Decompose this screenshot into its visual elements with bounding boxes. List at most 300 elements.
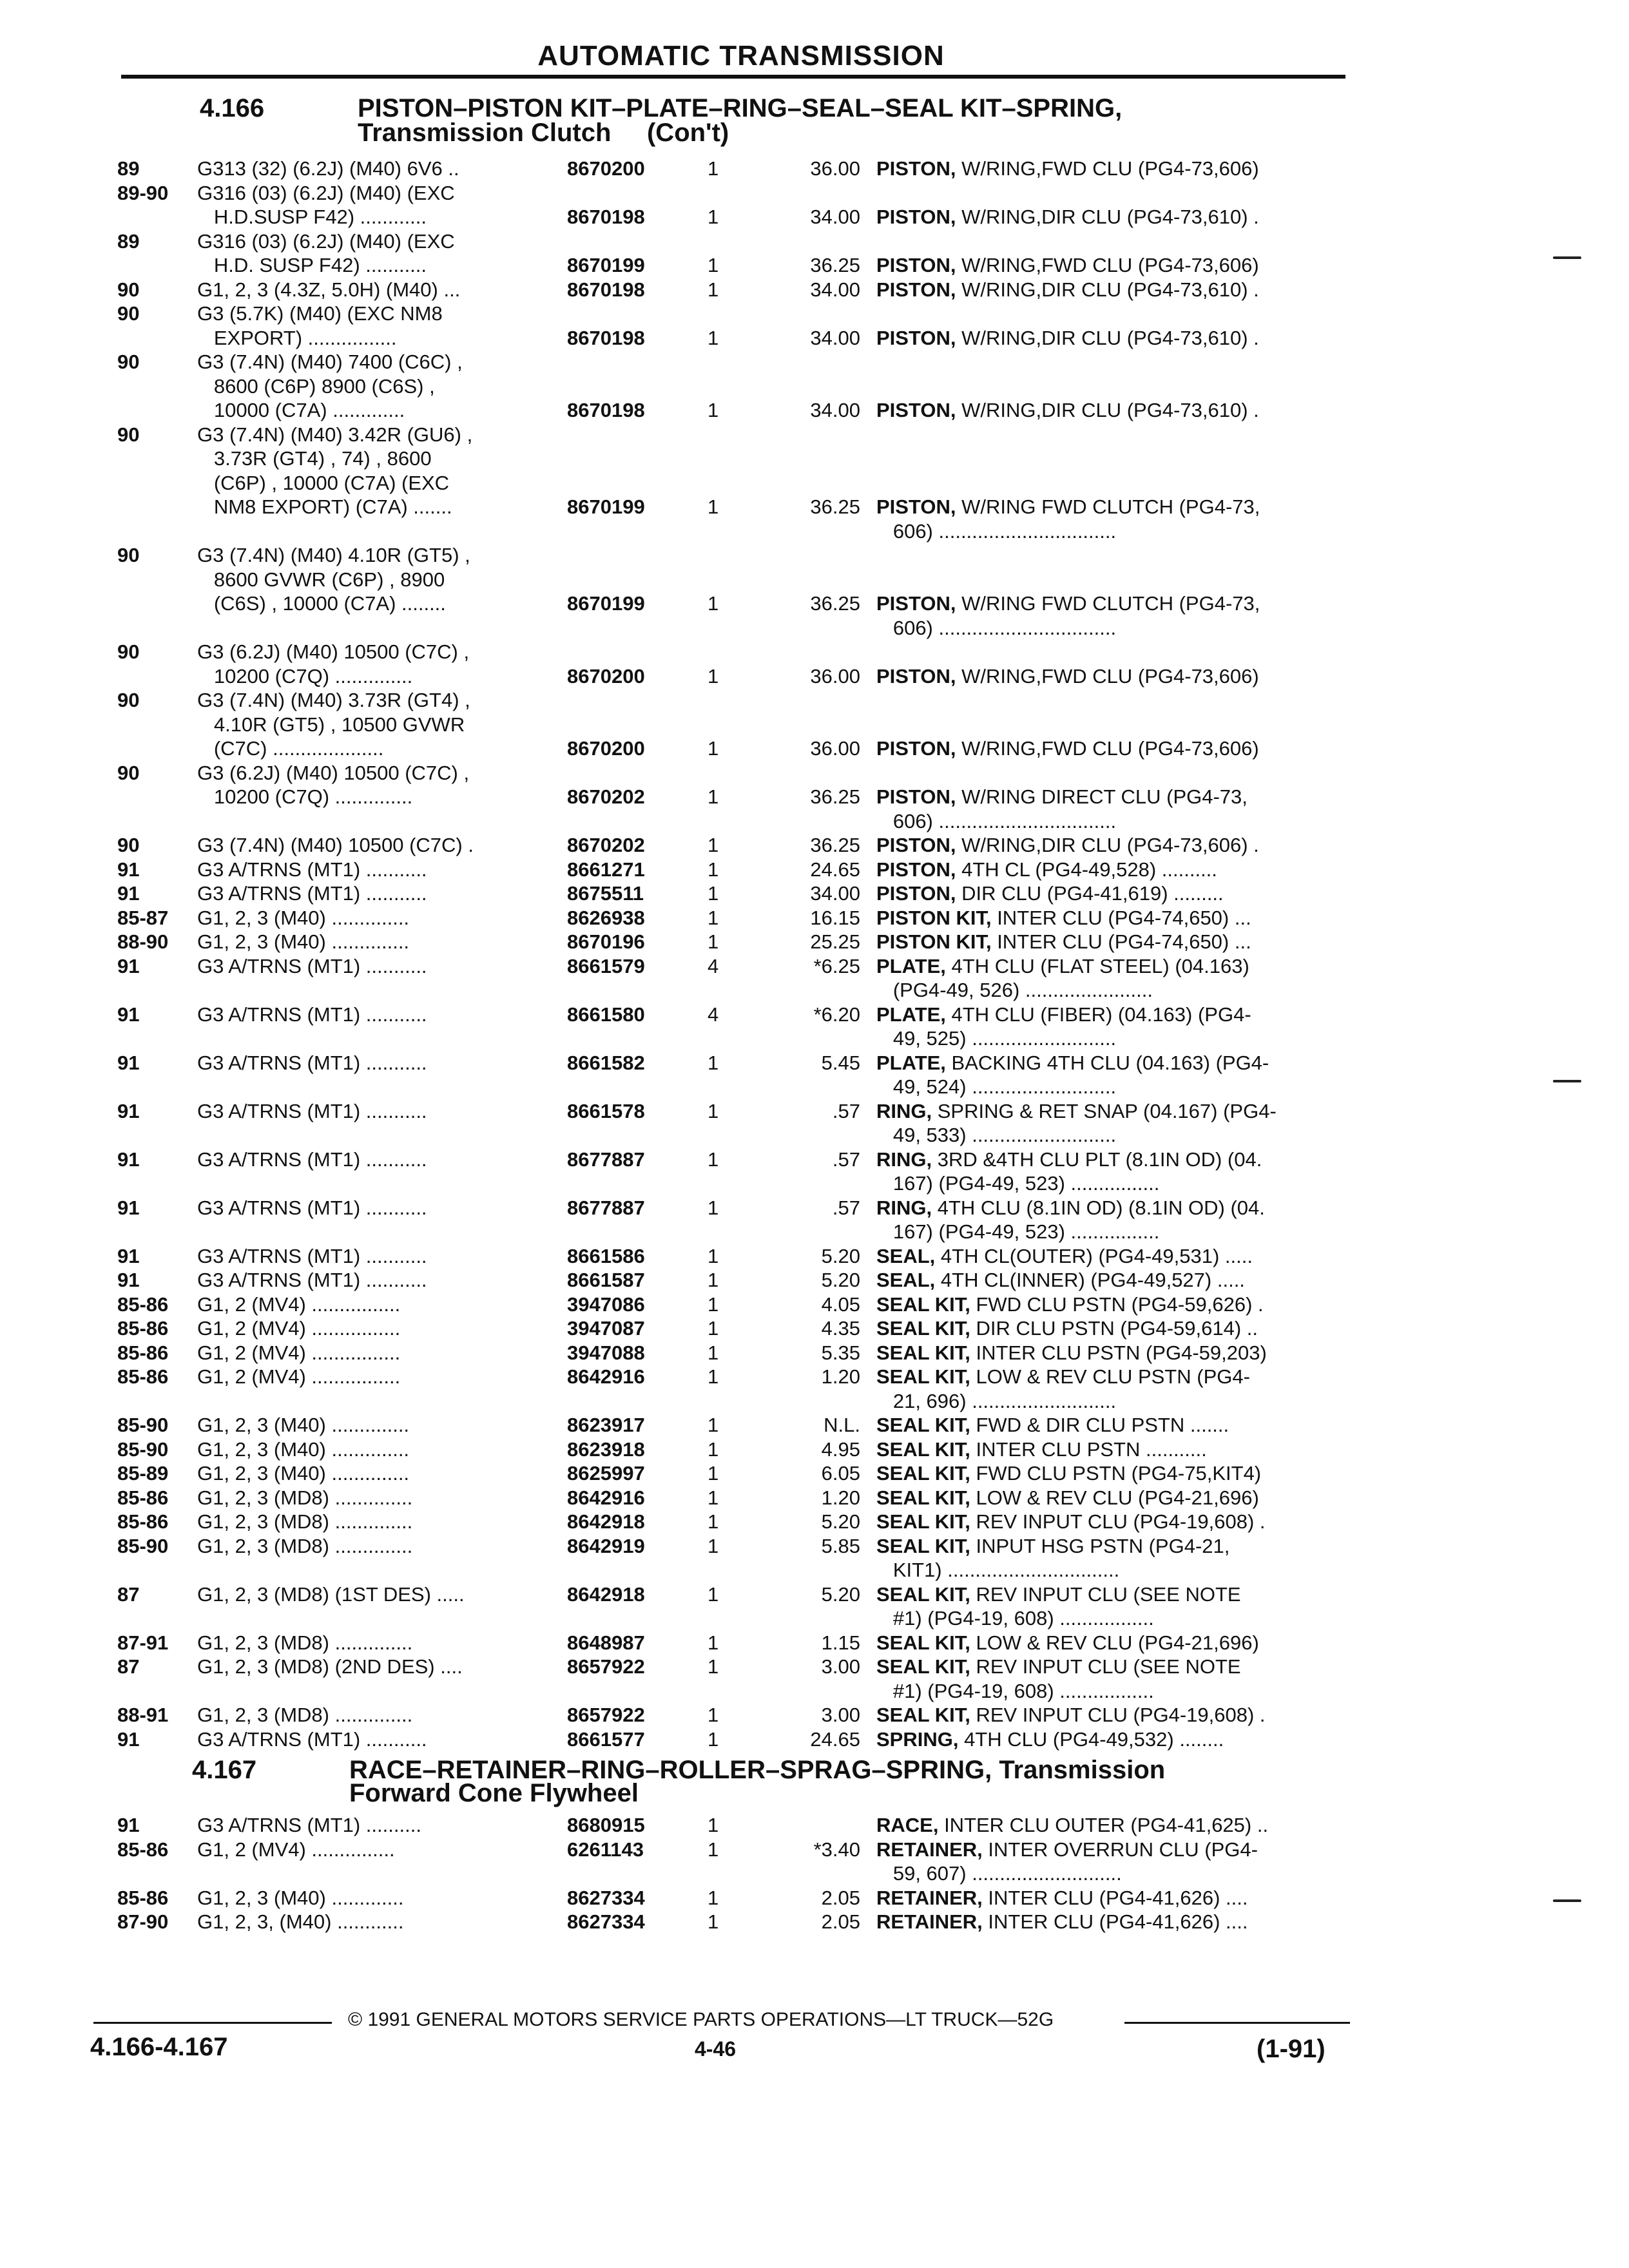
model-years: 89 — [117, 229, 140, 253]
footer-date-code: (1-91) — [1257, 2035, 1325, 2063]
part-detail-cont: 59, 607) ........................... — [876, 1862, 1122, 1885]
part-detail: 4TH CLU (8.1IN OD) (8.1IN OD) (04. — [932, 1196, 1265, 1219]
part-detail: SPRING & RET SNAP (04.167) (PG4- — [932, 1099, 1277, 1122]
part-description — [876, 1365, 1250, 1389]
model-years: 91 — [117, 1269, 140, 1291]
quantity: 1 — [708, 930, 719, 953]
part-description — [876, 1814, 1268, 1837]
footer-rule-left — [93, 2022, 332, 2024]
part-description — [876, 1196, 1265, 1220]
quantity: 1 — [708, 1655, 719, 1678]
price: 1.15 — [821, 1631, 860, 1654]
quantity: 1 — [708, 1437, 719, 1461]
part-type: PLATE, — [876, 954, 946, 977]
price: 1.20 — [821, 1486, 860, 1509]
part-description — [876, 1414, 1229, 1437]
application: G3 A/TRNS (MT1) ........... — [197, 1051, 427, 1074]
part-number: 8670198 — [567, 399, 645, 421]
application: G3 A/TRNS (MT1) ........... — [197, 1003, 427, 1026]
application: G1, 2, 3 (MD8) .............. — [197, 1486, 413, 1509]
application: 10200 (C7Q) .............. — [197, 785, 413, 808]
part-description — [876, 665, 1259, 688]
part-description — [876, 1269, 1245, 1292]
price: 1.20 — [821, 1365, 860, 1388]
model-years: 90 — [117, 640, 140, 663]
part-type: PISTON, — [876, 785, 956, 808]
model-years: 90 — [117, 302, 140, 325]
price: 5.85 — [821, 1534, 860, 1557]
application: G1, 2, 3 (MD8) .............. — [197, 1704, 413, 1726]
quantity: 1 — [708, 1486, 719, 1509]
part-type: SEAL, — [876, 1269, 936, 1291]
application: G316 (03) (6.2J) (M40) (EXC — [197, 181, 455, 204]
part-detail: 4TH CL(OUTER) (PG4-49,531) ..... — [935, 1244, 1253, 1267]
part-type: PISTON, — [876, 254, 956, 276]
model-years: 91 — [117, 1196, 140, 1219]
application: G3 (7.4N) (M40) 3.42R (GU6) , — [197, 423, 473, 446]
part-description — [876, 1510, 1266, 1533]
part-type: SEAL KIT, — [876, 1341, 970, 1364]
part-detail: REV INPUT CLU (PG4-19,608) . — [970, 1510, 1266, 1533]
quantity: 1 — [708, 278, 719, 301]
application: G1, 2 (MV4) ................ — [197, 1365, 401, 1388]
part-description — [876, 955, 1249, 978]
model-years: 90 — [117, 423, 140, 446]
price: 16.15 — [810, 906, 860, 929]
part-detail: LOW & REV CLU (PG4-21,696) — [970, 1486, 1259, 1509]
application: NM8 EXPORT) (C7A) ....... — [197, 495, 452, 518]
model-years: 91 — [117, 1003, 140, 1026]
application: G1, 2, 3 (MD8) (1ST DES) ..... — [197, 1582, 465, 1606]
part-type: RETAINER, — [876, 1910, 983, 1933]
part-description — [876, 1052, 1269, 1075]
model-years: 85-90 — [117, 1414, 169, 1436]
model-years: 90 — [117, 834, 140, 856]
part-detail: INTER CLU (PG4-41,626) .... — [982, 1910, 1248, 1933]
price: 36.25 — [810, 834, 860, 856]
part-number: 8670199 — [567, 254, 645, 276]
quantity: 1 — [708, 1704, 719, 1726]
application: G1, 2 (MV4) ................ — [197, 1317, 401, 1340]
part-number: 8670199 — [567, 495, 645, 518]
part-detail: INTER CLU (PG4-41,626) .... — [982, 1886, 1248, 1909]
part-type: RING, — [876, 1099, 932, 1122]
application: G1, 2, 3 (MD8) .............. — [197, 1534, 413, 1557]
price: 36.25 — [810, 785, 860, 808]
part-detail: DIR CLU (PG4-41,619) ......... — [956, 882, 1224, 905]
section-number: 4.167 — [192, 1756, 257, 1784]
part-detail: W/RING,DIR CLU (PG4-73,606) . — [956, 834, 1259, 856]
quantity: 1 — [708, 1510, 719, 1533]
part-description — [876, 1838, 1258, 1861]
model-years: 91 — [117, 882, 140, 905]
part-number: 8642916 — [567, 1486, 645, 1509]
quantity: 1 — [708, 1910, 719, 1933]
price: 25.25 — [810, 930, 860, 953]
part-number: 8670198 — [567, 326, 645, 349]
part-detail: DIR CLU PSTN (PG4-59,614) .. — [970, 1317, 1258, 1340]
application: 8600 GVWR (C6P) , 8900 — [197, 568, 445, 591]
part-detail: W/RING,FWD CLU (PG4-73,606) — [956, 664, 1259, 687]
section-title: RACE–RETAINER–RING–ROLLER–SPRAG–SPRING, Transmission — [349, 1756, 1166, 1784]
section-subtitle: Forward Cone Flywheel — [349, 1779, 639, 1807]
part-number: 8661579 — [567, 954, 645, 977]
part-detail-cont: 606) ................................ — [876, 616, 1117, 639]
part-type: PISTON, — [876, 834, 956, 856]
part-number: 8642918 — [567, 1582, 645, 1606]
application: 3.73R (GT4) , 74) , 8600 — [197, 447, 432, 470]
application: G1, 2, 3 (MD8) .............. — [197, 1631, 413, 1654]
application: G1, 2, 3 (M40) .............. — [197, 930, 410, 953]
application: G1, 2, 3, (M40) ............ — [197, 1910, 404, 1933]
price: 4.35 — [821, 1317, 860, 1340]
part-number: 8661577 — [567, 1727, 645, 1751]
part-detail-cont: 606) ................................ — [876, 809, 1117, 832]
price: 3.00 — [821, 1655, 860, 1678]
part-description — [876, 1100, 1277, 1123]
part-detail-cont: 49, 524) .......................... — [876, 1075, 1117, 1098]
quantity: 1 — [708, 399, 719, 421]
price: *3.40 — [813, 1838, 860, 1861]
model-years: 85-86 — [117, 1886, 169, 1909]
model-years: 91 — [117, 1051, 140, 1074]
model-years: 87-90 — [117, 1910, 169, 1933]
quantity: 1 — [708, 1727, 719, 1751]
part-number: 8661587 — [567, 1269, 645, 1291]
part-type: SEAL, — [876, 1244, 936, 1267]
part-number: 8627334 — [567, 1886, 645, 1909]
part-number: 8648987 — [567, 1631, 645, 1654]
part-detail: FWD CLU PSTN (PG4-59,626) . — [970, 1293, 1264, 1316]
quantity: 1 — [708, 1414, 719, 1436]
price: N.L. — [824, 1414, 860, 1436]
price: 36.25 — [810, 254, 860, 276]
model-years: 90 — [117, 689, 140, 711]
part-detail: W/RING,DIR CLU (PG4-73,610) . — [956, 278, 1259, 301]
model-years: 85-86 — [117, 1293, 169, 1316]
quantity: 1 — [708, 1534, 719, 1557]
part-description — [876, 1887, 1248, 1910]
part-detail: LOW & REV CLU (PG4-21,696) — [970, 1631, 1259, 1654]
quantity: 1 — [708, 1196, 719, 1219]
part-type: RING, — [876, 1196, 932, 1219]
application: 4.10R (GT5) , 10500 GVWR — [197, 713, 465, 736]
model-years: 89-90 — [117, 181, 169, 204]
footer-section-range: 4.166-4.167 — [90, 2033, 228, 2061]
part-description — [876, 1003, 1251, 1026]
part-description — [876, 1655, 1241, 1678]
model-years: 85-86 — [117, 1317, 169, 1340]
part-detail: INPUT HSG PSTN (PG4-21, — [970, 1534, 1230, 1557]
application: G3 (7.4N) (M40) 4.10R (GT5) , — [197, 544, 470, 566]
part-detail: FWD CLU PSTN (PG4-75,KIT4) — [970, 1462, 1262, 1485]
part-detail: 3RD &4TH CLU PLT (8.1IN OD) (04. — [932, 1148, 1262, 1171]
quantity: 4 — [708, 1003, 719, 1026]
part-number: 8670202 — [567, 834, 645, 856]
model-years: 85-89 — [117, 1462, 169, 1485]
model-years: 85-90 — [117, 1437, 169, 1461]
part-type: PISTON KIT, — [876, 906, 992, 929]
part-detail-cont: (PG4-49, 526) ....................... — [876, 979, 1153, 1001]
margin-mark — [1553, 1080, 1581, 1082]
part-number: 8670196 — [567, 930, 645, 953]
application: G3 A/TRNS (MT1) ........... — [197, 1244, 427, 1267]
application: G3 (7.4N) (M40) 7400 (C6C) , — [197, 351, 463, 373]
part-detail: W/RING FWD CLUTCH (PG4-73, — [956, 592, 1260, 615]
footer-copyright: © 1991 GENERAL MOTORS SERVICE PARTS OPERATIONS—LT TRUCK—52G — [348, 2009, 1054, 2030]
part-type: RACE, — [876, 1814, 939, 1836]
section-title: PISTON–PISTON KIT–PLATE–RING–SEAL–SEAL KIT–SPRING, — [358, 94, 1123, 122]
part-description — [876, 858, 1217, 881]
quantity: 1 — [708, 664, 719, 687]
application: G3 A/TRNS (MT1) ........... — [197, 1196, 427, 1219]
part-description — [876, 327, 1259, 350]
part-type: SEAL KIT, — [876, 1582, 970, 1606]
model-years: 91 — [117, 858, 140, 881]
application: G1, 2, 3 (MD8) (2ND DES) .... — [197, 1655, 463, 1678]
application: G3 (6.2J) (M40) 10500 (C7C) , — [197, 640, 470, 663]
part-description — [876, 1486, 1259, 1510]
part-description — [876, 1704, 1266, 1727]
model-years: 87 — [117, 1582, 140, 1606]
part-number: 8642919 — [567, 1534, 645, 1557]
part-number: 8642918 — [567, 1510, 645, 1533]
part-detail-cont: 167) (PG4-49, 523) ................ — [876, 1172, 1160, 1195]
part-type: PISTON, — [876, 737, 956, 760]
part-number: 8680915 — [567, 1814, 645, 1836]
quantity: 1 — [708, 254, 719, 276]
part-detail: INTER CLU (PG4-74,650) ... — [991, 930, 1251, 953]
part-description — [876, 1535, 1229, 1558]
application: G3 A/TRNS (MT1) ........... — [197, 858, 427, 881]
price: .57 — [832, 1148, 860, 1171]
price: 5.20 — [821, 1510, 860, 1533]
price: 34.00 — [810, 882, 860, 905]
part-description — [876, 1245, 1253, 1268]
application: G3 A/TRNS (MT1) ........... — [197, 882, 427, 905]
application: 8600 (C6P) 8900 (C6S) , — [197, 374, 435, 398]
part-detail: INTER CLU (PG4-74,650) ... — [991, 906, 1251, 929]
part-detail: W/RING,FWD CLU (PG4-73,606) — [956, 737, 1259, 760]
price: 2.05 — [821, 1910, 860, 1933]
model-years: 90 — [117, 544, 140, 566]
part-number: 8670199 — [567, 592, 645, 615]
application: G1, 2, 3 (M40) .............. — [197, 906, 410, 929]
quantity: 1 — [708, 1886, 719, 1909]
quantity: 1 — [708, 1051, 719, 1074]
quantity: 1 — [708, 737, 719, 760]
part-type: PISTON, — [876, 326, 956, 349]
part-type: SPRING, — [876, 1727, 959, 1751]
part-type: PLATE, — [876, 1051, 946, 1074]
part-detail: W/RING,DIR CLU (PG4-73,610) . — [956, 326, 1259, 349]
quantity: 1 — [708, 882, 719, 905]
part-description — [876, 1148, 1262, 1171]
margin-mark — [1553, 1899, 1581, 1902]
part-description — [876, 737, 1259, 760]
application: G3 A/TRNS (MT1) ........... — [197, 1269, 427, 1291]
application: (C7C) .................... — [197, 737, 384, 760]
part-description — [876, 1910, 1248, 1934]
part-type: SEAL KIT, — [876, 1293, 970, 1316]
model-years: 89 — [117, 157, 140, 180]
model-years: 85-86 — [117, 1486, 169, 1509]
part-number: 8661580 — [567, 1003, 645, 1026]
model-years: 91 — [117, 1727, 140, 1751]
price: 34.00 — [810, 326, 860, 349]
part-number: 8670202 — [567, 785, 645, 808]
part-type: RING, — [876, 1148, 932, 1171]
quantity: 1 — [708, 906, 719, 929]
part-description — [876, 278, 1259, 302]
footer-rule-right — [1124, 2022, 1350, 2024]
part-type: PISTON, — [876, 206, 956, 228]
part-detail: 4TH CL(INNER) (PG4-49,527) ..... — [935, 1269, 1245, 1291]
price: 5.20 — [821, 1582, 860, 1606]
price: 34.00 — [810, 278, 860, 301]
price: 36.00 — [810, 737, 860, 760]
part-description — [876, 834, 1259, 857]
part-detail: 4TH CLU (FLAT STEEL) (04.163) — [945, 954, 1249, 977]
part-type: PISTON, — [876, 858, 956, 881]
model-years: 90 — [117, 351, 140, 373]
quantity: 1 — [708, 1814, 719, 1836]
price: 34.00 — [810, 206, 860, 228]
application: EXPORT) ................ — [197, 326, 397, 349]
part-detail-cont: 21, 696) .......................... — [876, 1389, 1117, 1412]
part-description — [876, 1438, 1207, 1461]
application: G1, 2 (MV4) ................ — [197, 1293, 401, 1316]
application: G316 (03) (6.2J) (M40) (EXC — [197, 229, 455, 253]
part-type: SEAL KIT, — [876, 1534, 970, 1557]
application: G3 A/TRNS (MT1) ........... — [197, 1099, 427, 1122]
part-detail: BACKING 4TH CLU (04.163) (PG4- — [945, 1051, 1269, 1074]
page-header-title: AUTOMATIC TRANSMISSION — [537, 40, 945, 72]
part-detail: REV INPUT CLU (SEE NOTE — [970, 1655, 1241, 1678]
part-detail-cont: 49, 525) .......................... — [876, 1027, 1117, 1050]
price: 2.05 — [821, 1886, 860, 1909]
part-type: SEAL KIT, — [876, 1317, 970, 1340]
model-years: 88-91 — [117, 1704, 169, 1726]
quantity: 4 — [708, 954, 719, 977]
part-number: 3947086 — [567, 1293, 645, 1316]
part-detail: INTER CLU PSTN (PG4-59,203) — [970, 1341, 1267, 1364]
part-detail-cont: 49, 533) .......................... — [876, 1124, 1117, 1146]
part-type: SEAL KIT, — [876, 1437, 970, 1461]
part-description — [876, 1341, 1267, 1365]
price: 34.00 — [810, 399, 860, 421]
application: (C6P) , 10000 (C7A) (EXC — [197, 471, 450, 494]
application: H.D.SUSP F42) ............ — [197, 206, 427, 228]
part-detail-cont: #1) (PG4-19, 608) ................. — [876, 1679, 1154, 1702]
application: G3 A/TRNS (MT1) ........... — [197, 1148, 427, 1171]
section-subtitle: Transmission Clutch (Con't) — [358, 119, 729, 147]
part-description — [876, 785, 1248, 809]
part-number: 8657922 — [567, 1655, 645, 1678]
part-number: 3947088 — [567, 1341, 645, 1364]
part-number: 8670200 — [567, 664, 645, 687]
quantity: 1 — [708, 858, 719, 881]
part-type: RETAINER, — [876, 1838, 983, 1861]
part-description — [876, 399, 1259, 422]
model-years: 85-87 — [117, 906, 169, 929]
part-description — [876, 907, 1251, 930]
part-type: SEAL KIT, — [876, 1365, 970, 1388]
part-number: 8670200 — [567, 737, 645, 760]
price: 24.65 — [810, 858, 860, 881]
part-number: 8670198 — [567, 278, 645, 301]
model-years: 85-86 — [117, 1510, 169, 1533]
part-description — [876, 157, 1259, 180]
part-number: 8625997 — [567, 1462, 645, 1485]
part-description — [876, 882, 1224, 905]
model-years: 91 — [117, 1244, 140, 1267]
part-type: PISTON, — [876, 592, 956, 615]
application: G1, 2, 3 (4.3Z, 5.0H) (M40) ... — [197, 278, 461, 301]
part-type: SEAL KIT, — [876, 1704, 970, 1726]
part-detail: W/RING DIRECT CLU (PG4-73, — [956, 785, 1248, 808]
price: 4.95 — [821, 1437, 860, 1461]
part-type: PISTON, — [876, 157, 956, 180]
part-number: 8670200 — [567, 157, 645, 180]
application: G3 (7.4N) (M40) 10500 (C7C) . — [197, 834, 474, 856]
price: 5.20 — [821, 1269, 860, 1291]
part-type: RETAINER, — [876, 1886, 983, 1909]
price: 36.25 — [810, 592, 860, 615]
part-description — [876, 206, 1259, 229]
application: G313 (32) (6.2J) (M40) 6V6 .. — [197, 157, 459, 180]
price: 36.25 — [810, 495, 860, 518]
part-type: PISTON, — [876, 278, 956, 301]
part-description — [876, 1293, 1264, 1316]
model-years: 88-90 — [117, 930, 169, 953]
application: G1, 2, 3 (M40) .............. — [197, 1414, 410, 1436]
part-detail-cont: 606) ................................ — [876, 519, 1117, 543]
price: 6.05 — [821, 1462, 860, 1485]
model-years: 90 — [117, 761, 140, 784]
quantity: 1 — [708, 1293, 719, 1316]
quantity: 1 — [708, 206, 719, 228]
part-description — [876, 1631, 1259, 1655]
section-number: 4.166 — [200, 94, 265, 122]
part-description — [876, 930, 1251, 954]
quantity: 1 — [708, 1099, 719, 1122]
part-number: 8626938 — [567, 906, 645, 929]
application: G3 (6.2J) (M40) 10500 (C7C) , — [197, 761, 470, 784]
model-years: 85-86 — [117, 1341, 169, 1364]
application: G1, 2, 3 (M40) ............. — [197, 1886, 404, 1909]
part-type: PISTON, — [876, 495, 956, 518]
part-number: 8677887 — [567, 1148, 645, 1171]
part-number: 8661578 — [567, 1099, 645, 1122]
application: G3 (5.7K) (M40) (EXC NM8 — [197, 302, 443, 325]
price: 5.45 — [821, 1051, 860, 1074]
part-description — [876, 1317, 1258, 1340]
part-number: 8677887 — [567, 1196, 645, 1219]
part-type: SEAL KIT, — [876, 1462, 970, 1485]
part-detail-cont: #1) (PG4-19, 608) ................. — [876, 1607, 1154, 1629]
price: 5.20 — [821, 1244, 860, 1267]
quantity: 1 — [708, 1269, 719, 1291]
part-type: PISTON, — [876, 882, 956, 905]
model-years: 87-91 — [117, 1631, 169, 1654]
part-type: PLATE, — [876, 1003, 946, 1026]
quantity: 1 — [708, 834, 719, 856]
quantity: 1 — [708, 592, 719, 615]
part-number: 8661271 — [567, 858, 645, 881]
part-type: PISTON, — [876, 664, 956, 687]
model-years: 91 — [117, 1148, 140, 1171]
